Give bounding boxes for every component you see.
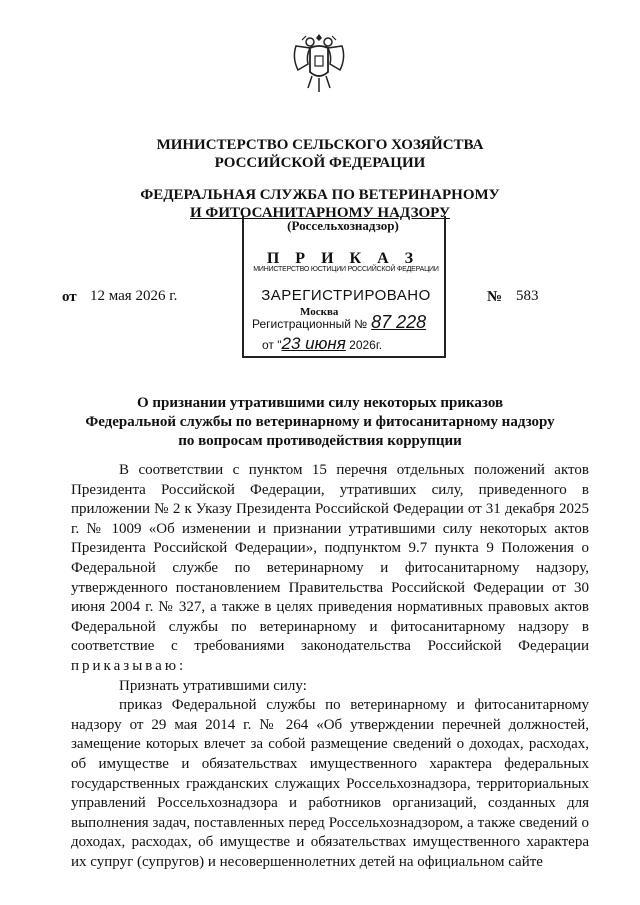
stamp-city: Москва bbox=[300, 306, 339, 318]
prikazyvayu-word: приказываю: bbox=[71, 657, 187, 674]
stamp-date-year: 2026г. bbox=[349, 338, 383, 352]
ministry-line-2: РОССИЙСКОЙ ФЕДЕРАЦИИ bbox=[214, 155, 426, 171]
coat-of-arms-emblem bbox=[288, 28, 350, 98]
stamp-date-prefix: от " bbox=[262, 338, 282, 352]
stamp-date-handwritten: 23 июня bbox=[281, 334, 346, 353]
body-paragraph-3: приказ Федеральной службы по ветеринарному и фитосанитарному надзору от 29 мая 2014 г. № 264 «Об утверждении перечней должностей, замещение которых влечет за собой размещение сведений о доходах, расходах, об имуществе и обязательствах имущественного характера федеральных государственных гражданских служащих Россельхознадзора, территориальных управлений Россельхознадзора и работников организаций, созданных для выполнения задач, поставленных перед Россельхознадзором, а также сведений о доходах, расходах, об имуществе и обязательствах имущественного характера их супруг (супругов) и несовершеннолетних детей на официальном сайте bbox=[71, 697, 589, 870]
document-title bbox=[80, 394, 560, 451]
service-line-1: ФЕДЕРАЛЬНАЯ СЛУЖБА ПО ВЕТЕРИНАРНОМУ bbox=[140, 187, 500, 203]
ministry-line-1: МИНИСТЕРСТВО СЕЛЬСКОГО ХОЗЯЙСТВА bbox=[156, 137, 484, 153]
document-type: П Р И К А З bbox=[266, 250, 420, 267]
ministry-heading bbox=[0, 136, 640, 172]
stamp-reg-value: 87 228 bbox=[371, 312, 427, 332]
stamp-ministry: МИНИСТЕРСТВО ЮСТИЦИИ РОССИЙСКОЙ ФЕДЕРАЦИИ bbox=[253, 266, 439, 273]
stamp-reg-label: Регистрационный № bbox=[252, 317, 368, 331]
order-date: 12 мая 2026 г. bbox=[90, 288, 178, 304]
service-line-2: И ФИТОСАНИТАРНОМУ НАДЗОРУ bbox=[190, 205, 450, 221]
title-line-2: Федеральной службы по ветеринарному и фитосанитарному надзору bbox=[85, 414, 555, 430]
order-number-label: № bbox=[487, 289, 503, 305]
body-paragraph-1-text: В соответствии с пунктом 15 перечня отдельных положений актов Президента Российской Федерации, утративших силу, приведенного в приложении № 2 к Указу Президента Российской Федерации от 31 декабря 2025 г. № 1009 «Об изменении и признании утратившими силу некоторых актов Президента Российской Федерации», подпунктом 9.7 пункта 9 Положения о Федеральной службе по ветеринарному и фитосанитарному надзору, утвержденного постановлением Правительства Российской Федерации от 30 июня 2004 г. № 327, а также в целях приведения нормативных правовых актов Федеральной службы по ветеринарному и фитосанитарному надзору в соответствие с требованиями законодательства Российской Федерации bbox=[71, 462, 589, 655]
body-paragraph-2: Признать утратившими силу: bbox=[119, 677, 307, 694]
document-body bbox=[71, 461, 589, 872]
service-short-name: (Россельхознадзор) bbox=[287, 218, 399, 233]
stamp-reg-number bbox=[252, 312, 426, 333]
title-line-3: по вопросам противодействия коррупции bbox=[178, 433, 462, 449]
stamp-date bbox=[262, 334, 382, 354]
order-date-label: от bbox=[62, 289, 77, 305]
title-line-1: О признании утратившими силу некоторых приказов bbox=[136, 395, 504, 411]
order-number: 583 bbox=[516, 288, 539, 304]
body-paragraph-1 bbox=[71, 461, 589, 677]
stamp-registered: ЗАРЕГИСТРИРОВАНО bbox=[261, 287, 431, 304]
